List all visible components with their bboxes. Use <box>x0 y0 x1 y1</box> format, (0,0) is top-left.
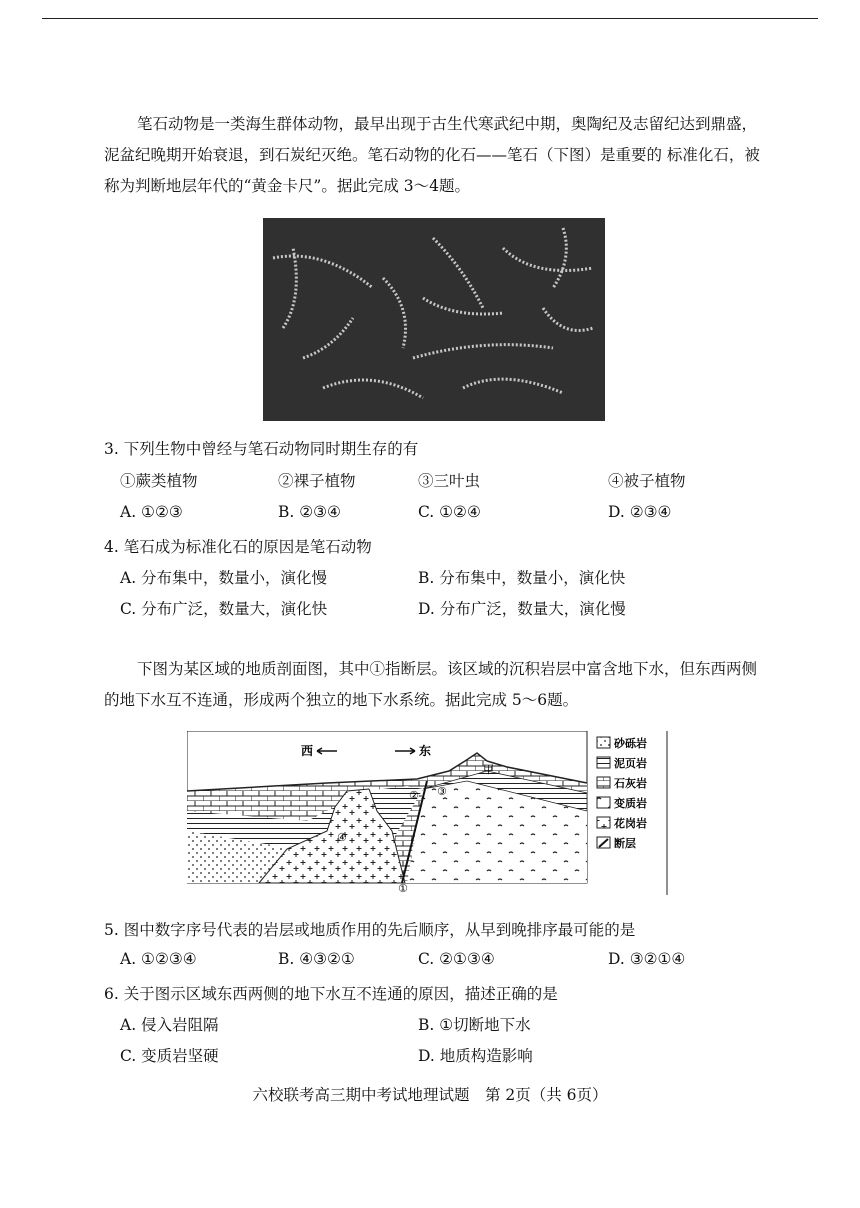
q6-option-d[interactable]: D. 地质构造影响 <box>418 1047 533 1065</box>
q4-option-a[interactable]: A. 分布集中，数量小，演化慢 <box>120 569 328 587</box>
q3-option-d[interactable]: D. ②③④ <box>608 503 672 521</box>
q3-option-a[interactable]: A. ①②③ <box>120 503 183 521</box>
intro-paragraph-geology: 下图为某区域的地质剖面图，其中①指断层。该区域的沉积岩层中富含地下水，但东西两侧的地下水互不连通，形成两个独立的地下水系统。据此完成 5～6题。 <box>104 660 758 709</box>
q4-option-d[interactable]: D. 分布广泛，数量大，演化慢 <box>418 600 626 618</box>
question-3-stem: 3. 下列生物中曾经与笔石动物同时期生存的有 <box>104 440 419 458</box>
graptolite-fossil-photo <box>263 218 605 421</box>
legend-limestone: 石灰岩 <box>614 777 647 790</box>
q4-option-c[interactable]: C. 分布广泛，数量大，演化快 <box>120 600 328 618</box>
q3-option-c[interactable]: C. ①②④ <box>418 503 481 521</box>
geologic-cross-section-figure <box>187 731 671 895</box>
label-4: ④ <box>337 831 347 844</box>
west-label: 西 <box>301 744 314 758</box>
q4-option-b[interactable]: B. 分布集中，数量小，演化快 <box>418 569 626 587</box>
legend-sandstone: 砂砾岩 <box>614 737 647 750</box>
question-5-stem: 5. 图中数字序号代表的岩层或地质作用的先后顺序，从早到晚排序最可能的是 <box>104 921 636 939</box>
q5-option-c[interactable]: C. ②①③④ <box>418 950 495 968</box>
legend-fault: 断层 <box>614 837 636 850</box>
label-1: ① <box>398 882 408 895</box>
q3-item-1: ①蕨类植物 <box>120 472 198 490</box>
label-3: ③ <box>437 785 447 798</box>
q3-item-4: ④被子植物 <box>608 472 686 490</box>
question-6-stem: 6. 关于图示区域东西两侧的地下水互不连通的原因，描述正确的是 <box>104 985 558 1003</box>
jia-label: 甲 <box>483 763 494 776</box>
question-4-stem: 4. 笔石成为标准化石的原因是笔石动物 <box>104 538 372 556</box>
legend-metamorphic: 变质岩 <box>614 797 647 810</box>
q6-option-c[interactable]: C. 变质岩坚硬 <box>120 1047 219 1065</box>
east-label: 东 <box>419 744 432 758</box>
legend-shale: 泥页岩 <box>614 757 647 770</box>
q5-option-b[interactable]: B. ④③②① <box>278 950 355 968</box>
q3-item-3: ③三叶虫 <box>418 472 481 490</box>
q5-option-a[interactable]: A. ①②③④ <box>120 950 197 968</box>
q5-option-d[interactable]: D. ③②①④ <box>608 950 686 968</box>
q3-option-b[interactable]: B. ②③④ <box>278 503 341 521</box>
q6-option-a[interactable]: A. 侵入岩阻隔 <box>120 1016 219 1034</box>
label-2: ② <box>409 789 419 802</box>
legend-granite: 花岗岩 <box>614 817 647 830</box>
q3-item-2: ②裸子植物 <box>278 472 356 490</box>
q6-option-b[interactable]: B. ①切断地下水 <box>418 1016 531 1034</box>
intro-paragraph-graptolite: 笔石动物是一类海生群体动物，最早出现于古生代寒武纪中期，奥陶纪及志留纪达到鼎盛，泥盆纪晚期开始衰退，到石炭纪灭绝。笔石动物的化石——笔石（下图）是重要的 标准化石，被称为判断地层年代的“黄金卡尺”。据此完成 3～4题。 <box>104 115 760 195</box>
header-rule <box>42 18 818 19</box>
page-footer: 六校联考高三期中考试地理试题 第 2页（共 6页） <box>252 1086 608 1104</box>
